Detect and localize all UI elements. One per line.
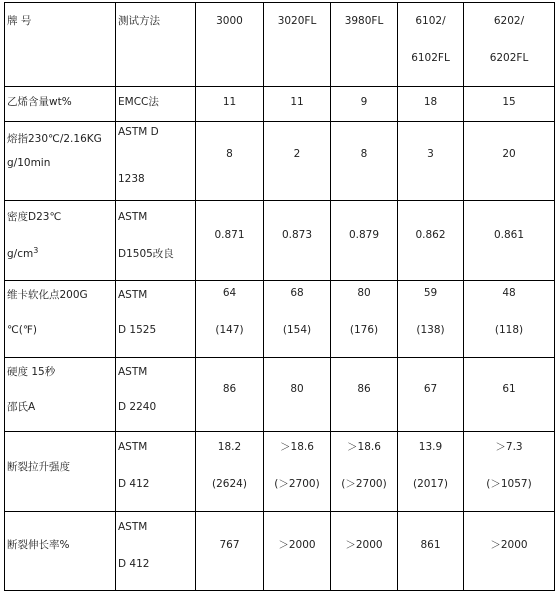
method-cell [116,358,196,432]
value-cell [331,87,398,122]
value-cell [398,122,464,201]
property-label: 熔指230℃/2.16KG [7,133,102,145]
value-imperial: (147) [215,324,244,336]
value: 0.871 [214,229,245,241]
value: ＞18.6 [280,441,314,453]
table-row [5,122,555,201]
method-cell [116,512,196,591]
property-cell [5,122,116,201]
property-label-line2 [7,246,39,260]
method-label: ASTM [118,289,148,301]
value: 15 [502,96,516,108]
grade-label: 6102/ [415,15,446,27]
value-cell [264,512,331,591]
value: 86 [222,383,237,395]
value: 59 [423,287,438,299]
value-cell [464,201,555,281]
value-cell [398,512,464,591]
method-label: ASTM [118,211,148,223]
grade-label: 3020FL [277,15,317,27]
header-grade-cell [196,3,264,87]
value: 8 [360,148,368,160]
property-label-line2: ℃(℉) [7,324,37,336]
value-cell [464,281,555,358]
header-method-label: 测试方法 [118,15,160,27]
superscript: 3 [33,246,39,255]
property-label: 乙烯含量wt% [7,96,72,108]
value: 20 [502,148,516,160]
value-cell [398,201,464,281]
value-cell [331,122,398,201]
method-label: ASTM D [118,126,159,138]
value: 80 [290,383,304,395]
property-cell [5,87,116,122]
table-row [5,201,555,281]
value-imperial: (118) [494,324,524,336]
value: 2 [293,148,301,160]
value: 68 [290,287,304,299]
value-imperial: (＞2700) [341,478,387,490]
method-label-line2: D 2240 [118,401,157,413]
value: 0.862 [415,229,446,241]
value-cell [331,358,398,432]
property-label-line2: 邵氏A [7,401,36,413]
table-row [5,87,555,122]
property-label: 密度D23℃ [7,211,62,223]
grade-label: 3980FL [344,15,384,27]
value-cell [464,122,555,201]
method-cell [116,201,196,281]
header-row [5,3,555,87]
value: 3 [427,148,434,160]
value-cell [331,201,398,281]
value-cell [398,87,464,122]
value-imperial: (＞1057) [486,478,532,490]
value-imperial: (＞2700) [274,478,320,490]
header-property-cell [5,3,116,87]
value-imperial: (154) [282,324,312,336]
method-label: ASTM [118,521,148,533]
method-cell [116,122,196,201]
method-cell [116,87,196,122]
method-label-line2: D1505改良 [118,248,174,260]
value: 9 [360,96,368,108]
grade-label-line2: 6202FL [489,52,529,64]
value-imperial: (138) [416,324,445,336]
value-imperial: (176) [349,324,379,336]
value-cell [331,512,398,591]
method-label-line2: D 1525 [118,324,157,336]
value: 67 [423,383,438,395]
value-cell [331,432,398,512]
header-grade-cell [331,3,398,87]
value: 48 [502,287,516,299]
property-label-line2: g/10min [7,157,51,169]
value-cell [196,358,264,432]
property-label: 断裂伸长率% [7,539,70,551]
value-cell [264,122,331,201]
value-cell [398,432,464,512]
value: ＞2000 [345,539,383,551]
method-label: EMCC法 [118,96,159,108]
grade-label: 6202/ [493,15,525,27]
property-label-unit: g/cm [7,248,34,260]
value: ＞18.6 [347,441,381,453]
method-label: ASTM [118,441,148,453]
value-cell [196,122,264,201]
value: 11 [222,96,237,108]
value: ＞7.3 [495,441,523,453]
value: 767 [219,539,240,551]
value: 0.873 [281,229,313,241]
table-row [5,358,555,432]
grade-label: 3000 [216,15,243,27]
table-row [5,512,555,591]
value: 11 [290,96,304,108]
value-cell [264,281,331,358]
header-grade-cell [264,3,331,87]
value-cell [464,432,555,512]
value: 80 [357,287,371,299]
value-cell [264,201,331,281]
property-cell [5,512,116,591]
table-row [5,432,555,512]
value-imperial: (2624) [212,478,247,490]
value-cell [464,87,555,122]
method-cell [116,281,196,358]
value: ＞2000 [490,539,528,551]
property-label: 硬度 15秒 [7,366,56,378]
value-cell [196,432,264,512]
value: 86 [357,383,371,395]
value: 8 [226,148,233,160]
value: 61 [502,383,516,395]
value-cell [264,358,331,432]
table-row [5,281,555,358]
value-cell [398,281,464,358]
value-cell [264,432,331,512]
header-property-label: 牌 号 [7,15,32,27]
value-cell [196,512,264,591]
property-cell [5,358,116,432]
method-label-line2: D 412 [118,558,150,570]
property-cell [5,432,116,512]
header-grade-cell [464,3,555,87]
method-cell [116,432,196,512]
value: 0.879 [348,229,380,241]
value: 861 [420,539,441,551]
value: 13.9 [418,441,443,453]
value: 18 [423,96,438,108]
method-label: ASTM [118,366,148,378]
property-label: 维卡软化点200G [7,289,88,301]
value-cell [464,358,555,432]
value: 18.2 [217,441,242,453]
method-label-line2: D 412 [118,478,150,490]
polymer-property-table [4,2,555,591]
property-table-container [4,2,554,580]
value-cell [264,87,331,122]
value-cell [331,281,398,358]
method-label-line2: 1238 [118,173,145,185]
value-imperial: (2017) [413,478,448,490]
property-label: 断裂拉升强度 [7,461,70,473]
value: 64 [222,287,237,299]
value-cell [464,512,555,591]
property-cell [5,281,116,358]
header-method-cell [116,3,196,87]
value-cell [398,358,464,432]
value-cell [196,201,264,281]
property-cell [5,201,116,281]
value: ＞2000 [278,539,316,551]
value-cell [196,281,264,358]
header-grade-cell [398,3,464,87]
value: 0.861 [493,229,525,241]
grade-label-line2: 6102FL [411,52,450,64]
value-cell [196,87,264,122]
